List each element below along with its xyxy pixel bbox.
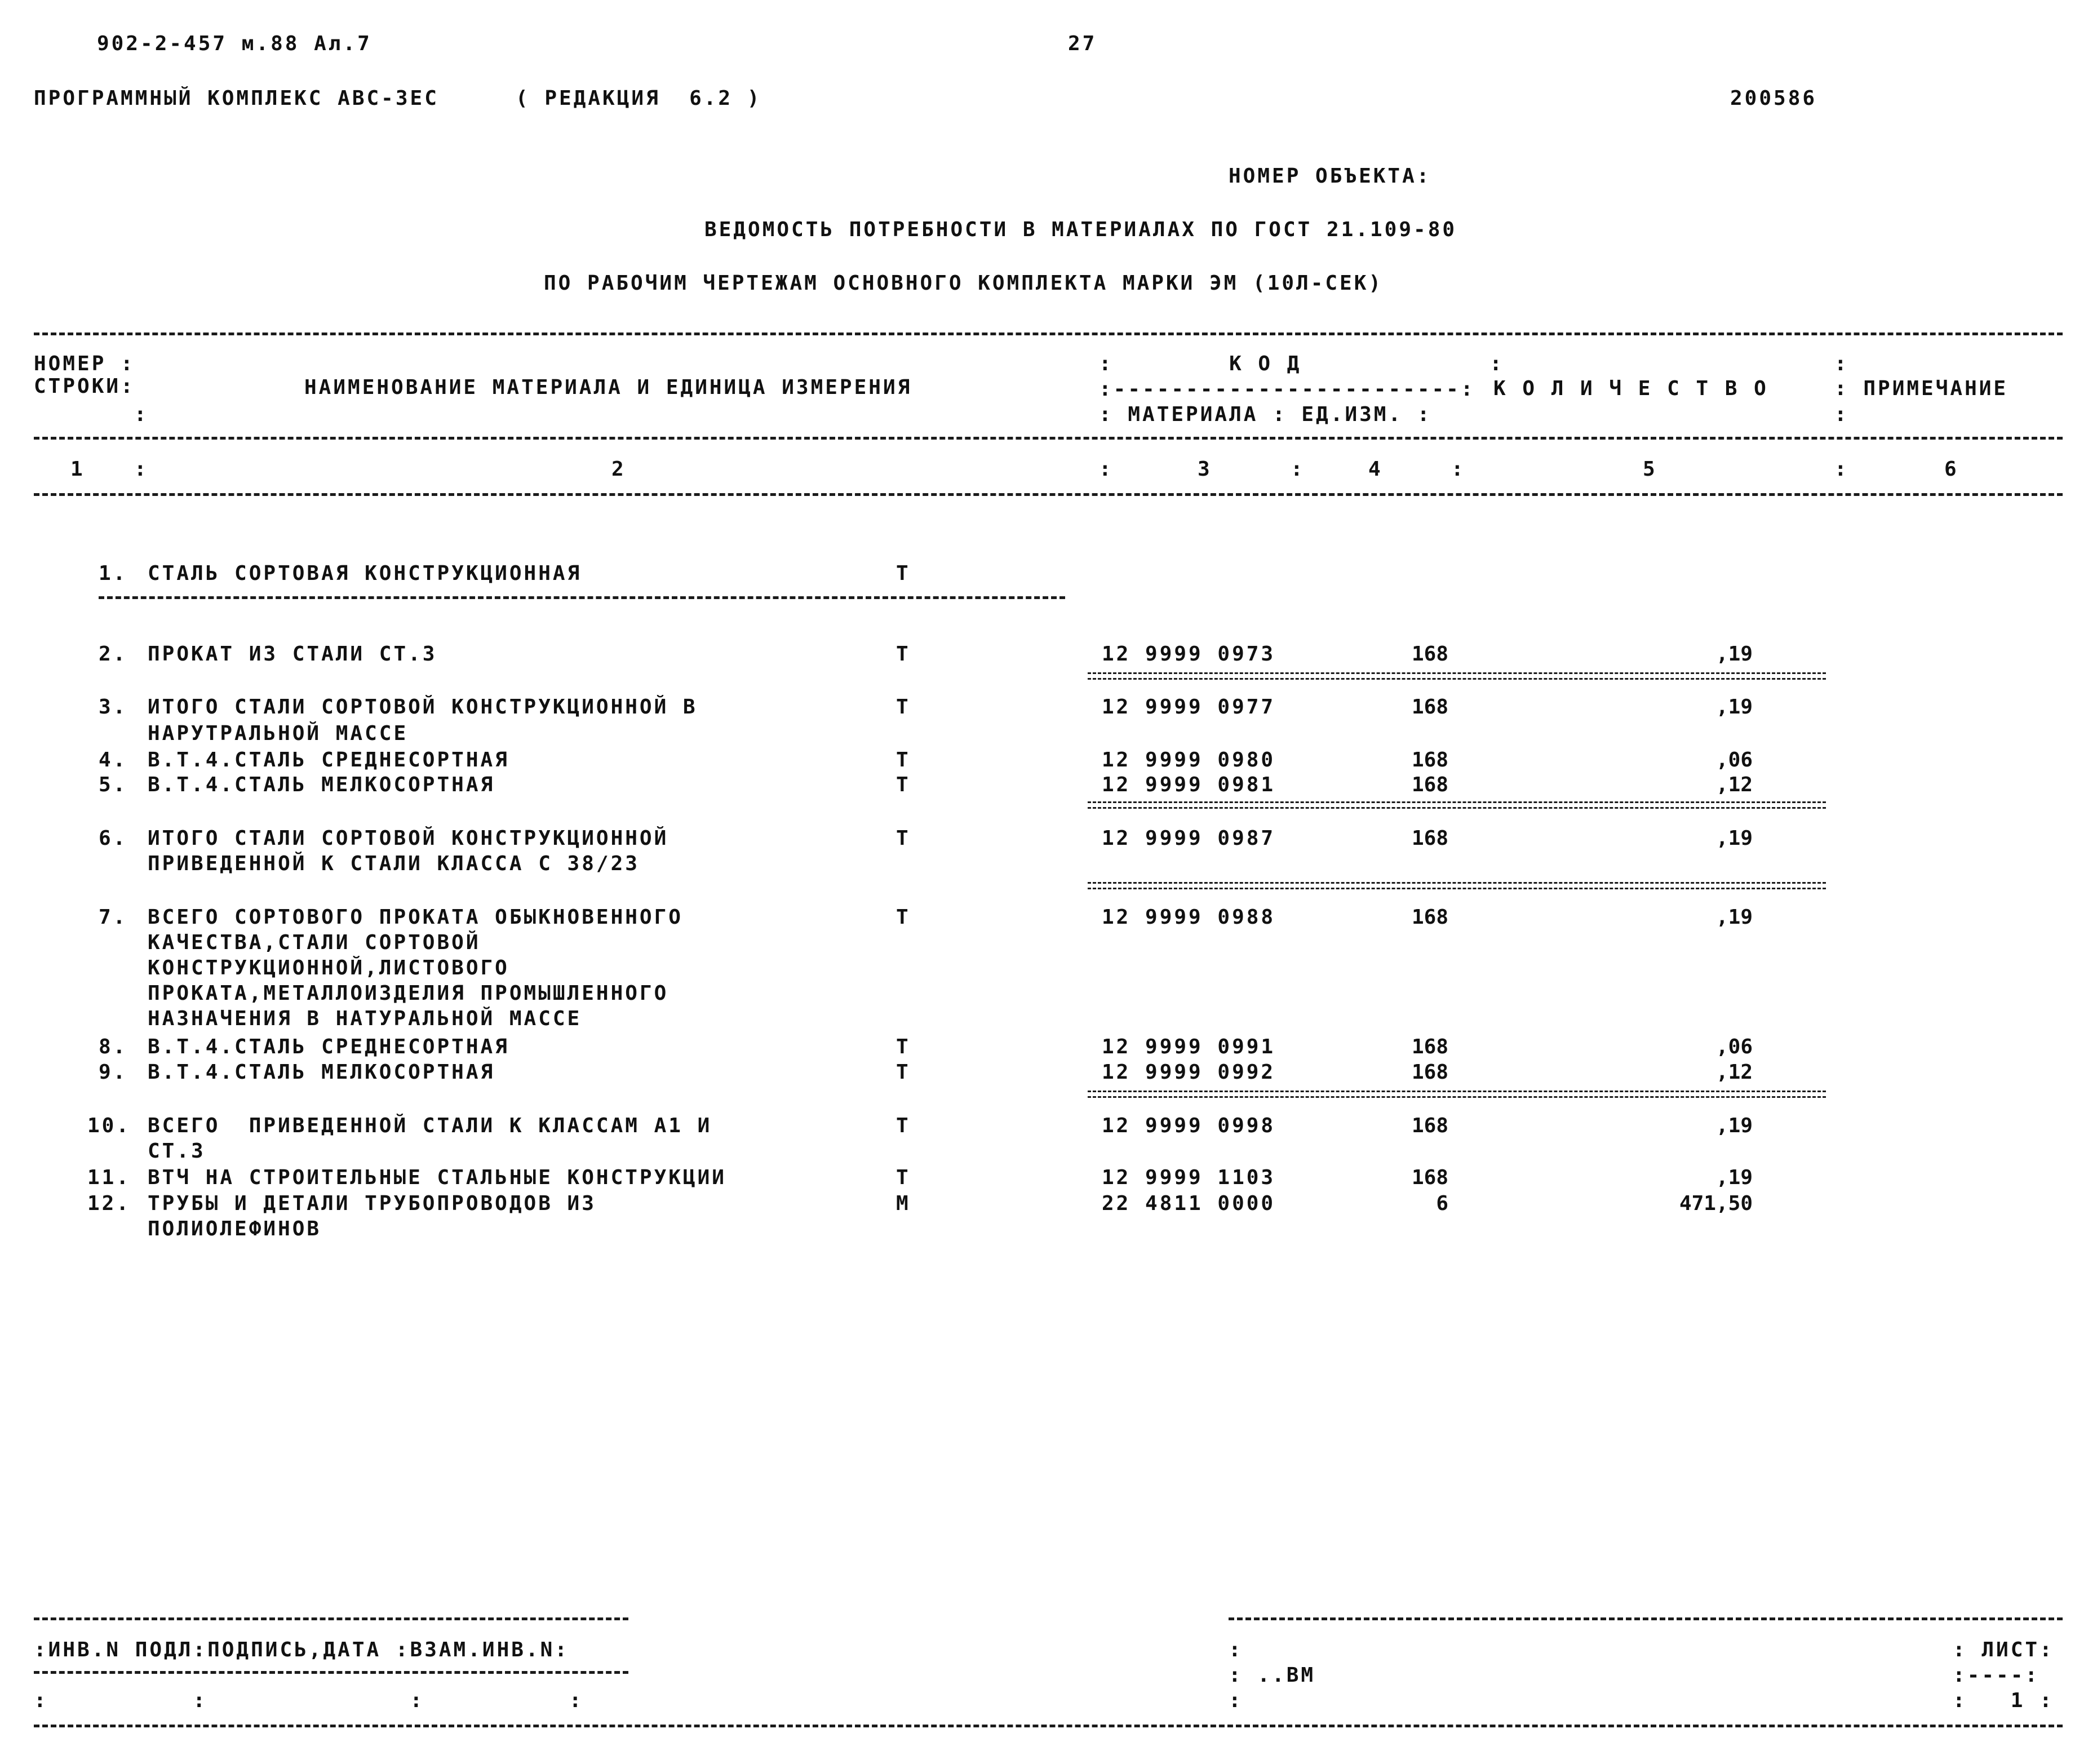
header-quantity: К О Л И Ч Е С Т В О bbox=[1493, 377, 1768, 400]
row-unit: Т bbox=[896, 827, 911, 850]
row-name: СТ.3 bbox=[148, 1140, 206, 1163]
row-name: ИТОГО СТАЛИ СОРТОВОЙ КОНСТРУКЦИОННОЙ В bbox=[148, 695, 698, 719]
row-qty: ,19 bbox=[1715, 827, 1753, 850]
col-num-6: 6 bbox=[1944, 458, 1959, 481]
row-ed: 168 bbox=[1411, 1035, 1448, 1058]
row-unit: Т bbox=[896, 1061, 911, 1084]
row-ed: 168 bbox=[1411, 1114, 1448, 1137]
row-underline bbox=[99, 596, 1065, 599]
row-name: ВСЕГО ПРИВЕДЕННОЙ СТАЛИ К КЛАССАМ А1 И bbox=[148, 1114, 712, 1137]
doc-code-right: 200586 bbox=[1730, 87, 1817, 110]
row-unit: Т bbox=[896, 906, 911, 929]
footer-mid-colon: : bbox=[1229, 1689, 1243, 1712]
row-number: 10. bbox=[87, 1114, 131, 1137]
page-title: ВЕДОМОСТЬ ПОТРЕБНОСТИ В МАТЕРИАЛАХ ПО ГОСТ 21.109-80 bbox=[704, 218, 1457, 241]
page-number: 27 bbox=[1068, 32, 1097, 55]
header-mid-rule bbox=[34, 437, 2063, 440]
row-code: 12 9999 0973 bbox=[1102, 642, 1276, 666]
row-ed: 6 bbox=[1436, 1192, 1448, 1215]
row-unit: Т bbox=[896, 562, 911, 585]
header-note-colon-1: : bbox=[1834, 352, 1849, 375]
row-ed: 168 bbox=[1411, 1166, 1448, 1189]
row-number: 11. bbox=[87, 1166, 131, 1189]
row-name: КОНСТРУКЦИОННОЙ,ЛИСТОВОГО bbox=[148, 956, 509, 979]
row-number: 8. bbox=[99, 1035, 128, 1058]
program-name: ПРОГРАММНЫЙ КОМПЛЕКС АВС-3ЕС bbox=[34, 87, 439, 110]
sum-rule bbox=[1088, 882, 1826, 889]
row-number: 4. bbox=[99, 748, 128, 772]
row-unit: Т bbox=[896, 695, 911, 719]
header-row-no-1: НОМЕР : bbox=[34, 352, 135, 375]
row-ed: 168 bbox=[1411, 642, 1448, 666]
col-num-5: 5 bbox=[1643, 458, 1657, 481]
header-code: : К О Д : bbox=[1099, 352, 1504, 375]
row-number: 1. bbox=[99, 562, 128, 585]
col-num-3: 3 bbox=[1198, 458, 1212, 481]
row-code: 12 9999 0998 bbox=[1102, 1114, 1276, 1137]
row-number: 3. bbox=[99, 695, 128, 719]
header-note: : ПРИМЕЧАНИЕ bbox=[1834, 377, 2009, 400]
header-code-sub: : МАТЕРИАЛА : ЕД.ИЗМ. : bbox=[1099, 403, 1432, 426]
stamp-mid-rule bbox=[34, 1671, 628, 1674]
row-qty: ,19 bbox=[1715, 1166, 1753, 1189]
row-number: 5. bbox=[99, 773, 128, 796]
row-code: 12 9999 0981 bbox=[1102, 773, 1276, 796]
stamp-top-rule bbox=[34, 1617, 628, 1620]
row-code: 12 9999 0991 bbox=[1102, 1035, 1276, 1058]
sum-rule bbox=[1088, 672, 1826, 680]
col-sep-1: : bbox=[134, 458, 149, 481]
row-name: В.Т.4.СТАЛЬ СРЕДНЕСОРТНАЯ bbox=[148, 748, 509, 772]
footer-top-rule bbox=[1229, 1617, 2063, 1620]
footer-mid-colon: : bbox=[1229, 1638, 1243, 1661]
row-qty: ,19 bbox=[1715, 906, 1753, 929]
row-number: 12. bbox=[87, 1192, 131, 1215]
header-row-no-2: СТРОКИ: bbox=[34, 375, 135, 398]
row-qty: ,06 bbox=[1715, 748, 1753, 772]
doc-code: 902-2-457 м.88 Ал.7 bbox=[97, 32, 372, 55]
row-unit: Т bbox=[896, 1035, 911, 1058]
row-name: ИТОГО СТАЛИ СОРТОВОЙ КОНСТРУКЦИОННОЙ bbox=[148, 827, 669, 850]
row-unit: М bbox=[896, 1192, 911, 1215]
header-note-colon-3: : bbox=[1834, 403, 1849, 426]
row-ed: 168 bbox=[1411, 906, 1448, 929]
footer-mid-text: : ..ВМ bbox=[1229, 1664, 1316, 1687]
row-name: КАЧЕСТВА,СТАЛИ СОРТОВОЙ bbox=[148, 931, 481, 954]
table-top-rule bbox=[34, 333, 2063, 335]
row-number: 9. bbox=[99, 1061, 128, 1084]
row-unit: Т bbox=[896, 642, 911, 666]
col-sep-2: : bbox=[1099, 458, 1114, 481]
row-code: 12 9999 0980 bbox=[1102, 748, 1276, 772]
row-number: 6. bbox=[99, 827, 128, 850]
row-ed: 168 bbox=[1411, 748, 1448, 772]
col-num-2: 2 bbox=[611, 458, 626, 481]
row-code: 12 9999 0987 bbox=[1102, 827, 1276, 850]
header-bottom-rule bbox=[34, 493, 2063, 496]
row-name: В.Т.4.СТАЛЬ МЕЛКОСОРТНАЯ bbox=[148, 773, 495, 796]
stamp-labels: :ИНВ.N ПОДЛ:ПОДПИСЬ,ДАТА :ВЗАМ.ИНВ.N: bbox=[34, 1638, 569, 1661]
row-name: В.Т.4.СТАЛЬ МЕЛКОСОРТНАЯ bbox=[148, 1061, 495, 1084]
col-num-1: 1 bbox=[70, 458, 85, 481]
row-name: ПРИВЕДЕННОЙ К СТАЛИ КЛАССА С 38/23 bbox=[148, 852, 640, 875]
row-unit: Т bbox=[896, 748, 911, 772]
row-qty: ,19 bbox=[1715, 642, 1753, 666]
row-qty: ,19 bbox=[1715, 695, 1753, 719]
row-unit: Т bbox=[896, 1114, 911, 1137]
row-code: 12 9999 0977 bbox=[1102, 695, 1276, 719]
sheet-number: : 1 : bbox=[1953, 1689, 2054, 1712]
row-qty: ,12 bbox=[1715, 1061, 1753, 1084]
header-name: НАИМЕНОВАНИЕ МАТЕРИАЛА И ЕДИНИЦА ИЗМЕРЕНИЯ bbox=[304, 376, 912, 399]
row-code: 12 9999 0988 bbox=[1102, 906, 1276, 929]
row-ed: 168 bbox=[1411, 1061, 1448, 1084]
row-number: 2. bbox=[99, 642, 128, 666]
row-code: 22 4811 0000 bbox=[1102, 1192, 1276, 1215]
sheet-label: : ЛИСТ: bbox=[1953, 1638, 2054, 1661]
sum-rule bbox=[1088, 801, 1826, 809]
row-unit: Т bbox=[896, 773, 911, 796]
stamp-empty-cells: : : : : bbox=[34, 1689, 584, 1712]
program-edition: ( РЕДАКЦИЯ 6.2 ) bbox=[516, 87, 762, 110]
row-name: ВТЧ НА СТРОИТЕЛЬНЫЕ СТАЛЬНЫЕ КОНСТРУКЦИИ bbox=[148, 1166, 726, 1189]
row-ed: 168 bbox=[1411, 695, 1448, 719]
row-name: НАРУТРАЛЬНОЙ МАССЕ bbox=[148, 722, 409, 745]
row-name: ПРОКАТА,МЕТАЛЛОИЗДЕЛИЯ ПРОМЫШЛЕННОГО bbox=[148, 982, 669, 1005]
row-number: 7. bbox=[99, 906, 128, 929]
row-ed: 168 bbox=[1411, 827, 1448, 850]
row-name: СТАЛЬ СОРТОВАЯ КОНСТРУКЦИОННАЯ bbox=[148, 562, 582, 585]
row-name: ПРОКАТ ИЗ СТАЛИ СТ.3 bbox=[148, 642, 437, 666]
row-unit: Т bbox=[896, 1166, 911, 1189]
row-name: В.Т.4.СТАЛЬ СРЕДНЕСОРТНАЯ bbox=[148, 1035, 509, 1058]
footer-bottom-rule bbox=[34, 1725, 2063, 1727]
page-subtitle: ПО РАБОЧИМ ЧЕРТЕЖАМ ОСНОВНОГО КОМПЛЕКТА МАРКИ ЭМ (10Л-СЕК) bbox=[544, 272, 1384, 295]
row-name: ВСЕГО СОРТОВОГО ПРОКАТА ОБЫКНОВЕННОГО bbox=[148, 906, 683, 929]
row-ed: 168 bbox=[1411, 773, 1448, 796]
col-sep-4: : bbox=[1451, 458, 1466, 481]
row-name: ТРУБЫ И ДЕТАЛИ ТРУБОПРОВОДОВ ИЗ bbox=[148, 1192, 596, 1215]
col-sep-5: : bbox=[1834, 458, 1849, 481]
col-sep-3: : bbox=[1291, 458, 1305, 481]
col-num-4: 4 bbox=[1368, 458, 1383, 481]
row-qty: ,06 bbox=[1715, 1035, 1753, 1058]
row-name: НАЗНАЧЕНИЯ В НАТУРАЛЬНОЙ МАССЕ bbox=[148, 1007, 582, 1030]
header-code-sep: :------------------------: bbox=[1099, 378, 1475, 401]
header-row-no-3: : bbox=[134, 403, 149, 426]
row-name: ПОЛИОЛЕФИНОВ bbox=[148, 1217, 322, 1240]
row-qty: ,19 bbox=[1715, 1114, 1753, 1137]
row-code: 12 9999 0992 bbox=[1102, 1061, 1276, 1084]
object-number: НОМЕР ОБЪЕКТА: bbox=[1229, 165, 1431, 188]
row-code: 12 9999 1103 bbox=[1102, 1166, 1276, 1189]
sum-rule bbox=[1088, 1091, 1826, 1098]
row-qty: ,12 bbox=[1715, 773, 1753, 796]
row-qty: 471,50 bbox=[1679, 1192, 1753, 1215]
sheet-separator: :----: bbox=[1953, 1664, 2040, 1687]
